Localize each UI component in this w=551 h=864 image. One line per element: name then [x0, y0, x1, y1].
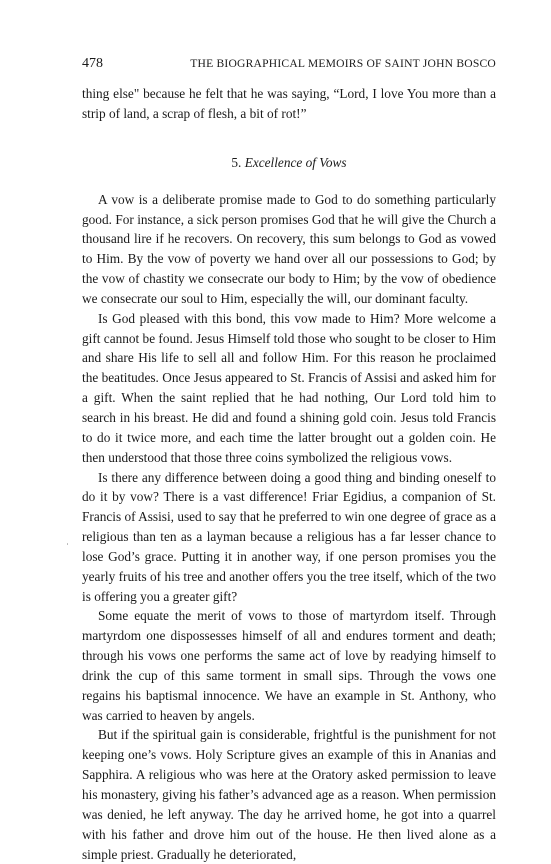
continuation-paragraph: thing else" because he felt that he was saying, “Lord, I love You more than a strip of land, a scrap of flesh, a bit of rot!”	[82, 86, 496, 121]
body-paragraph: Some equate the merit of vows to those of martyrdom itself. Through martyrdom one dispossesses himself of all and endures torment and death; through his vows one performs the same act of love by readying himself to drink the cup of this same torment in small sips. Through the vows one regains his baptismal innocence. We have an example in St. Anthony, who was carried to heaven by angels.	[82, 608, 496, 723]
page-number: 478	[82, 56, 103, 71]
body-paragraph: Is God pleased with this bond, this vow made to Him? More welcome a gift cannot be found. Jesus Himself told those who sought to be closer to Him and share His life to sell all and follow Him. For this reason he proclaimed the beatitudes. Once Jesus appeared to St. Francis of Assisi and asked him for a gift. When the saint replied that he had nothing, Our Lord told him to search in his breast. He did and found a shining gold coin. Jesus told Francis to do it twice more, and each time the latter brought out a golden coin. He then understood that those three coins symbolized the religious vows.	[82, 310, 496, 465]
body-paragraph: A vow is a deliberate promise made to God to do something particularly good. For instance, a sick person promises God that he will give the Church a thousand lire if he recovers. On recovery, this sum belongs to God as vowed to Him. By the vow of poverty we hand over all our possessions to God; by the vow of chastity we consecrate our body to Him; by the vow of obedience we consecrate our soul to Him, especially the will, our dominant faculty.	[82, 191, 496, 306]
section-heading	[82, 153, 496, 172]
running-header	[82, 54, 496, 74]
body-paragraph: But if the spiritual gain is considerable, frightful is the punishment for not keeping one’s vows. Holy Scripture gives an example of this in Ananias and Sapphira. A religious who was here at the Oratory asked permission to leave his monastery, giving his father’s advanced age as a reason. When permission was denied, he left anyway. The day he arrived home, he got into a quarrel with his father and drove him out of the house. He then lived alone as a simple priest. Gradually he deteriorated,	[82, 727, 496, 862]
running-title: THE BIOGRAPHICAL MEMOIRS OF SAINT JOHN BOSCO	[190, 57, 496, 70]
body-paragraph: Is there any difference between doing a good thing and binding oneself to do it by vow? There is a vast difference! Friar Egidius, a companion of St. Francis of Assisi, used to say that he preferred to win one degree of grace as a religious than ten as a layman because a religious has a far lesser chance to lose God’s grace. Putting it in another way, if one person promises you the yearly fruits of his tree and another offers you the tree itself, which of the two is offering you a greater gift?	[82, 469, 496, 604]
section-number: 5.	[231, 154, 242, 170]
scan-speck: ˙	[66, 542, 69, 552]
document-page	[82, 54, 496, 864]
section-title: Excellence of Vows	[244, 154, 347, 170]
